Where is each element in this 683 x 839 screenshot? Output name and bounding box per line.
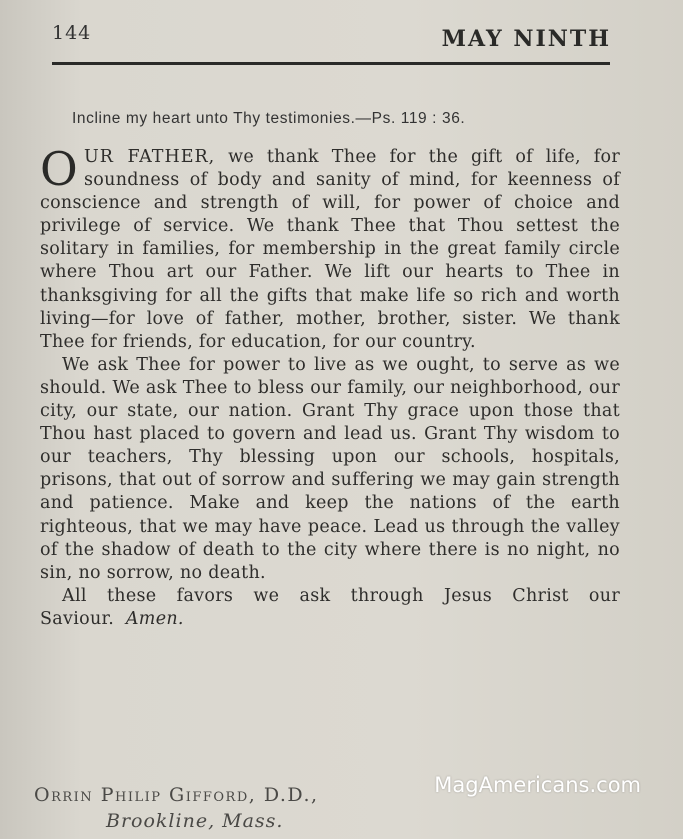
amen: Amen. bbox=[125, 608, 184, 629]
prayer-paragraph-2: We ask Thee for power to live as we ought, to serve as we should. We ask Thee to bless our family, our neighborhood, our city, our state, our nation. Grant Thy grace upon those that Thou hast placed to govern and lead us. Grant Thy wisdom to our teachers, Thy blessing upon our schools, hospitals, prisons, that out of sorrow and suffering we may gain strength and patience. Make and keep the nations of the earth righteous, that we may have peace. Lead us through the valley of the shadow of death to the city where there is no night, no sin, no sorrow, no death. bbox=[40, 354, 620, 583]
author-location: Brookline, Mass. bbox=[106, 810, 284, 832]
drop-cap: O bbox=[40, 142, 79, 196]
prayer-body bbox=[40, 142, 620, 631]
prayer-paragraph-1 bbox=[40, 142, 620, 354]
running-head: MAY NINTH bbox=[441, 26, 611, 52]
opening-words: UR FATHER, bbox=[84, 147, 216, 167]
author-name: Orrin Philip Gifford, D.D., bbox=[34, 784, 319, 806]
paragraph-1-text: we thank Thee for the gift of life, for soundness of body and sanity of mind, for keenness of conscience and strength of will, for power of choice and privilege of service. We thank Thee that Thou settest the solitary in families, for membership in the great family circle where Thou art our Father. We lift our hearts to Thee in thanksgiving for all the gifts that make life so rich and worth living—for love of father, mother, brother, sister. We thank Thee for friends, for education, for our country. bbox=[40, 147, 620, 352]
scripture-epigraph: Incline my heart unto Thy testimonies.—Ps. 119 : 36. bbox=[72, 110, 466, 127]
paragraph-3-text: All these favors we ask through Jesus Christ our Saviour. bbox=[40, 585, 620, 629]
page-number: 144 bbox=[52, 22, 92, 44]
header-rule bbox=[52, 62, 610, 65]
prayer-paragraph-3 bbox=[40, 585, 620, 631]
watermark: MagAmericans.com bbox=[434, 773, 641, 797]
